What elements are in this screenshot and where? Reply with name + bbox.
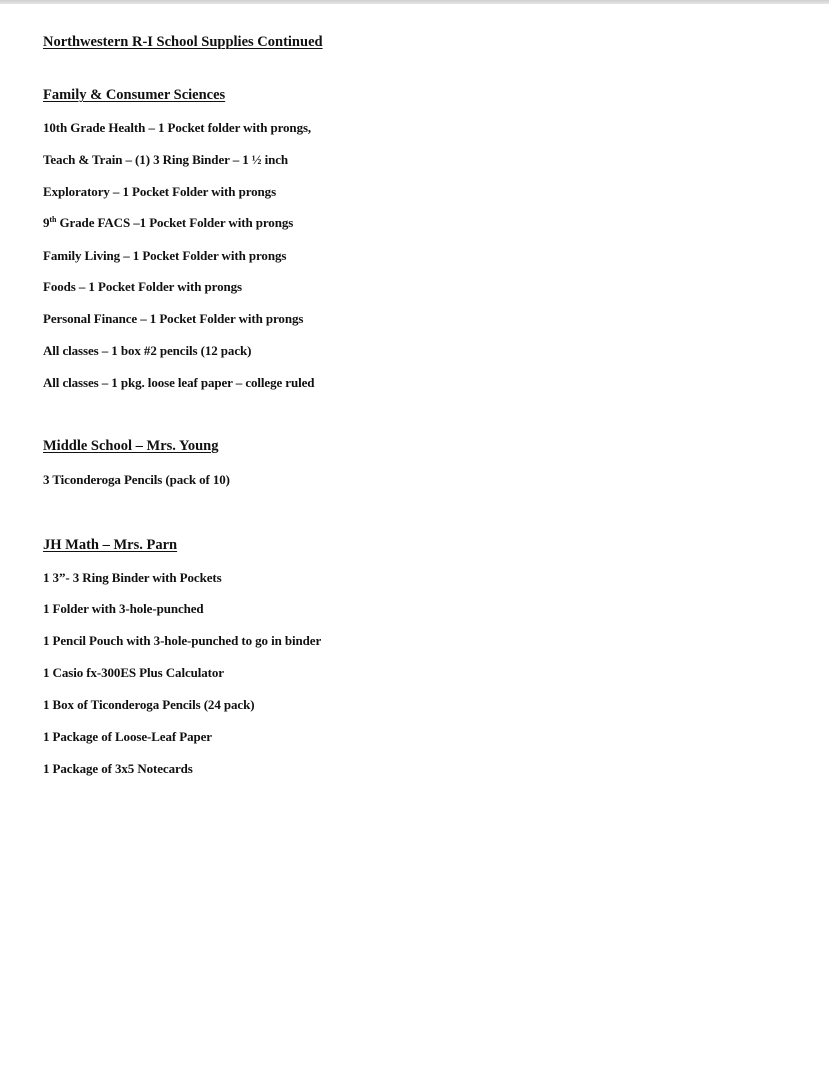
- list-item: All classes – 1 box #2 pencils (12 pack): [43, 343, 252, 358]
- item-superscript: th: [49, 215, 57, 224]
- item-prefix: 9: [43, 215, 50, 230]
- list-item: All classes – 1 pkg. loose leaf paper – college ruled: [43, 375, 315, 390]
- list-item: 1 Box of Ticonderoga Pencils (24 pack): [43, 697, 255, 712]
- list-item: Personal Finance – 1 Pocket Folder with prongs: [43, 311, 304, 326]
- section-heading-family-consumer-sciences: Family & Consumer Sciences: [43, 87, 226, 103]
- list-item: Exploratory – 1 Pocket Folder with prongs: [43, 184, 277, 199]
- document-title: Northwestern R-I School Supplies Continued: [43, 34, 323, 50]
- list-item: 1 Package of 3x5 Notecards: [43, 761, 193, 776]
- item-rest: Grade FACS –1 Pocket Folder with prongs: [56, 215, 294, 230]
- section-heading-jh-math: JH Math – Mrs. Parn: [43, 537, 178, 553]
- list-item: Family Living – 1 Pocket Folder with prongs: [43, 248, 287, 263]
- list-item: 1 Casio fx-300ES Plus Calculator: [43, 665, 224, 680]
- list-item: Foods – 1 Pocket Folder with prongs: [43, 279, 242, 294]
- list-item: 3 Ticonderoga Pencils (pack of 10): [43, 472, 230, 487]
- section-heading-middle-school: Middle School – Mrs. Young: [43, 438, 219, 454]
- list-item: 1 Package of Loose-Leaf Paper: [43, 729, 212, 744]
- list-item: 10th Grade Health – 1 Pocket folder with prongs,: [43, 120, 312, 135]
- list-item: 1 Folder with 3-hole-punched: [43, 601, 204, 616]
- list-item: [43, 215, 293, 231]
- list-item: 1 Pencil Pouch with 3-hole-punched to go in binder: [43, 633, 322, 648]
- list-item: 1 3”- 3 Ring Binder with Pockets: [43, 570, 222, 585]
- list-item: Teach & Train – (1) 3 Ring Binder – 1 ½ inch: [43, 152, 289, 167]
